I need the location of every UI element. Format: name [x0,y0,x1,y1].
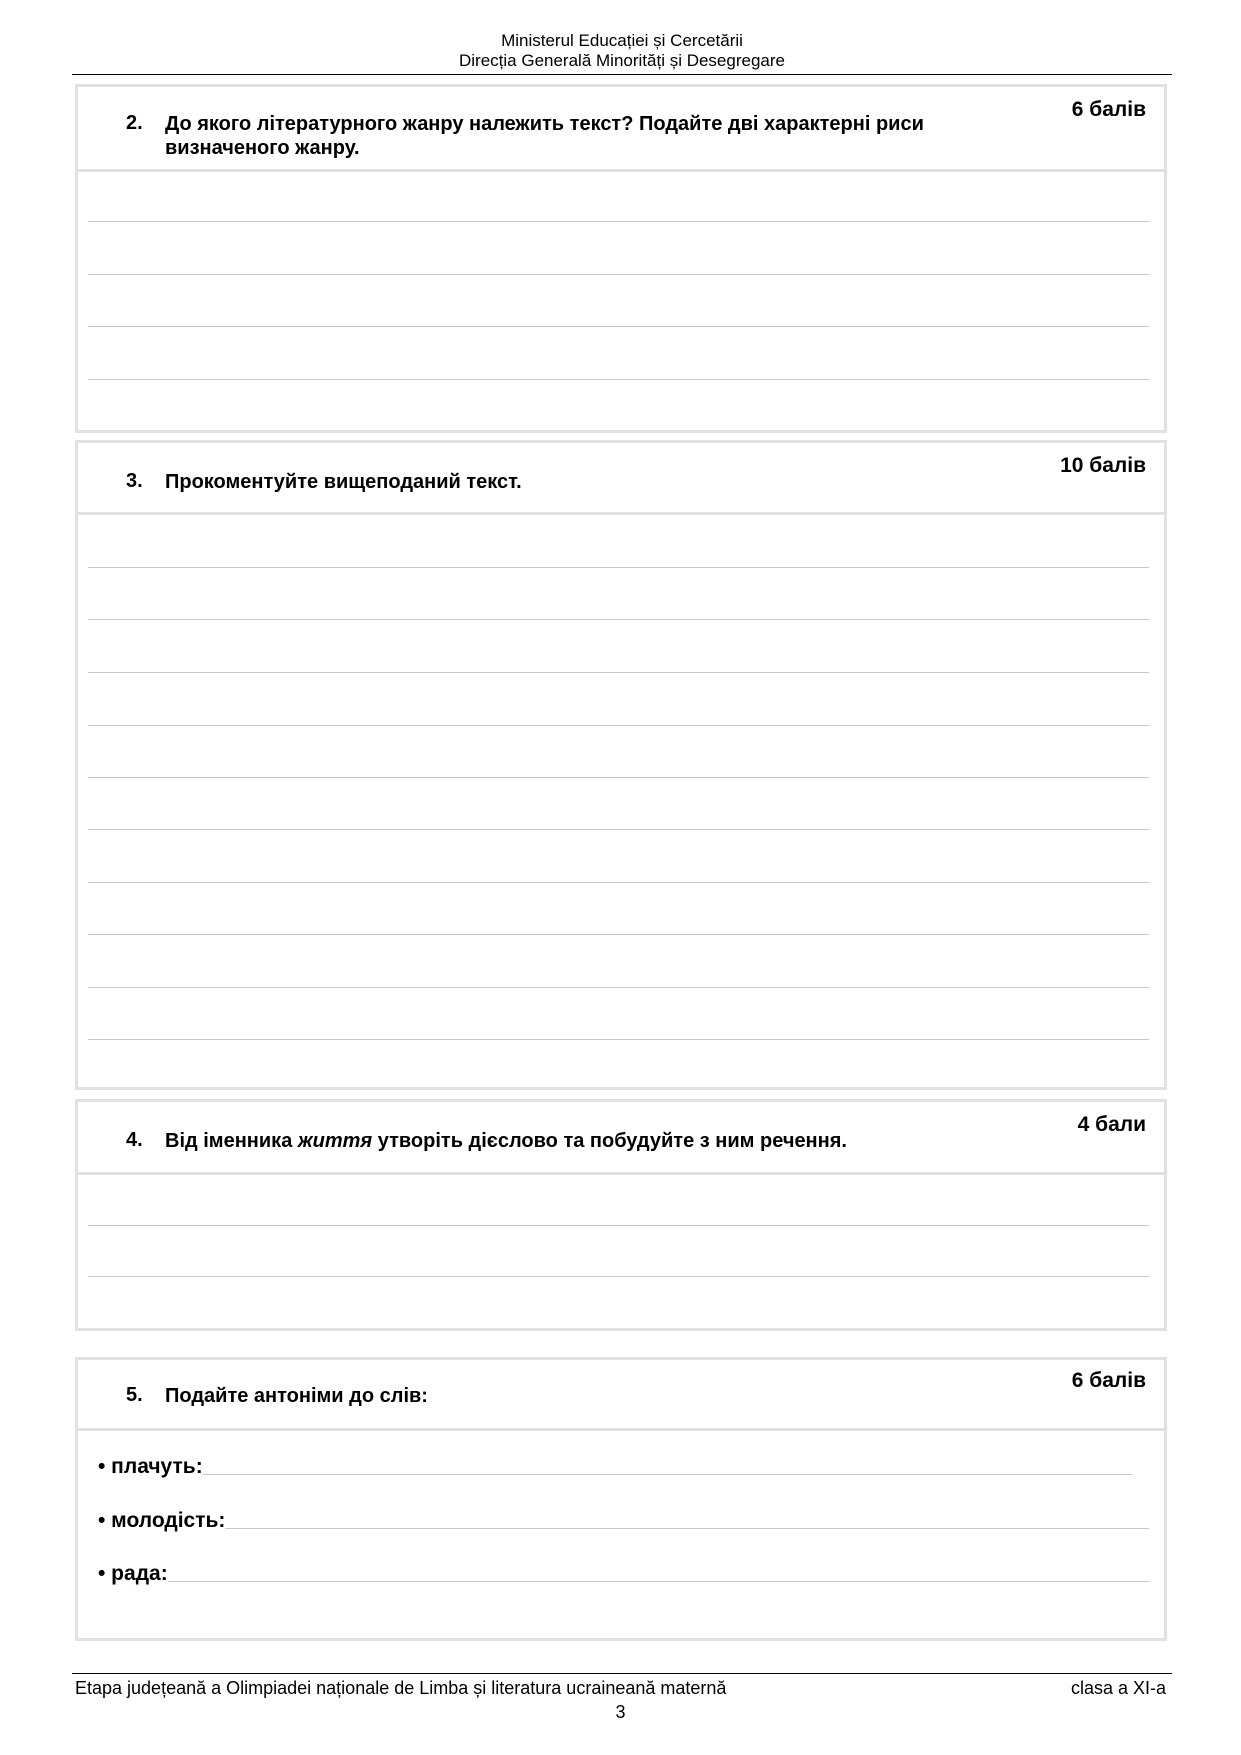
answer-line [88,1276,1149,1277]
answer-line [88,1225,1149,1226]
question-number: 2. [126,112,143,134]
answer-line [88,379,1149,380]
antonym-item-molodist[interactable] [98,1503,1149,1533]
answer-line [88,619,1149,620]
answer-line [88,882,1149,883]
answer-line [88,934,1149,935]
question-4-header [78,1102,1164,1175]
answer-line [88,326,1149,327]
document-header [72,31,1172,71]
question-text [165,1129,847,1153]
antonym-word: • плачуть: [98,1455,203,1478]
answer-line [88,567,1149,568]
question-number: 5. [126,1384,143,1406]
antonym-item-plachut[interactable] [98,1449,1132,1479]
question-text-italic: життя [297,1130,373,1152]
question-4-block [75,1099,1167,1331]
answer-line [88,221,1149,222]
question-5-block [75,1357,1167,1641]
question-2-block [75,84,1167,433]
question-text: До якого літературного жанру належить текст? Подайте дві характерні риси визначеного жанру. [165,113,924,159]
points-label: 10 балів [1060,454,1146,477]
answer-line [168,1581,1149,1582]
answer-line [225,1528,1149,1529]
answer-line [88,987,1149,988]
points-label: 4 бали [1077,1113,1146,1136]
question-3-block [75,440,1167,1090]
points-label: 6 балів [1071,98,1146,121]
question-number: 4. [126,1129,143,1151]
answer-line [88,1039,1149,1040]
answer-line [88,777,1149,778]
points-label: 6 балів [1071,1369,1146,1392]
header-rule [72,74,1172,75]
antonym-item-rada[interactable] [98,1556,1149,1586]
page-number: 3 [615,1702,626,1722]
answer-line [203,1474,1132,1475]
question-number: 3. [126,470,143,492]
footer-rule [72,1673,1172,1674]
answer-line [88,725,1149,726]
question-2-header [78,87,1164,172]
antonym-word: • рада: [98,1562,168,1585]
antonym-word: • молодість: [98,1509,226,1532]
answer-line [88,274,1149,275]
question-5-header [78,1360,1164,1431]
header-directorate: Direcția Generală Minorități și Desegregare [459,51,785,70]
header-ministry: Ministerul Educației și Cercetării [501,31,743,50]
footer-exam-title: Etapa județeană a Olimpiadei naționale de Limba și literatura ucraineană maternă [75,1678,727,1698]
answer-line [88,672,1149,673]
question-text: Подайте антоніми до слів: [165,1385,428,1407]
question-text-after: утворіть дієслово та побудуйте з ним речення. [372,1130,847,1152]
question-3-header [78,443,1164,515]
question-text: Прокоментуйте вищеподаний текст. [165,471,522,493]
answer-line [88,829,1149,830]
footer-class: clasa a XI-a [1070,1678,1166,1698]
question-text-before: Від іменника [165,1130,298,1152]
